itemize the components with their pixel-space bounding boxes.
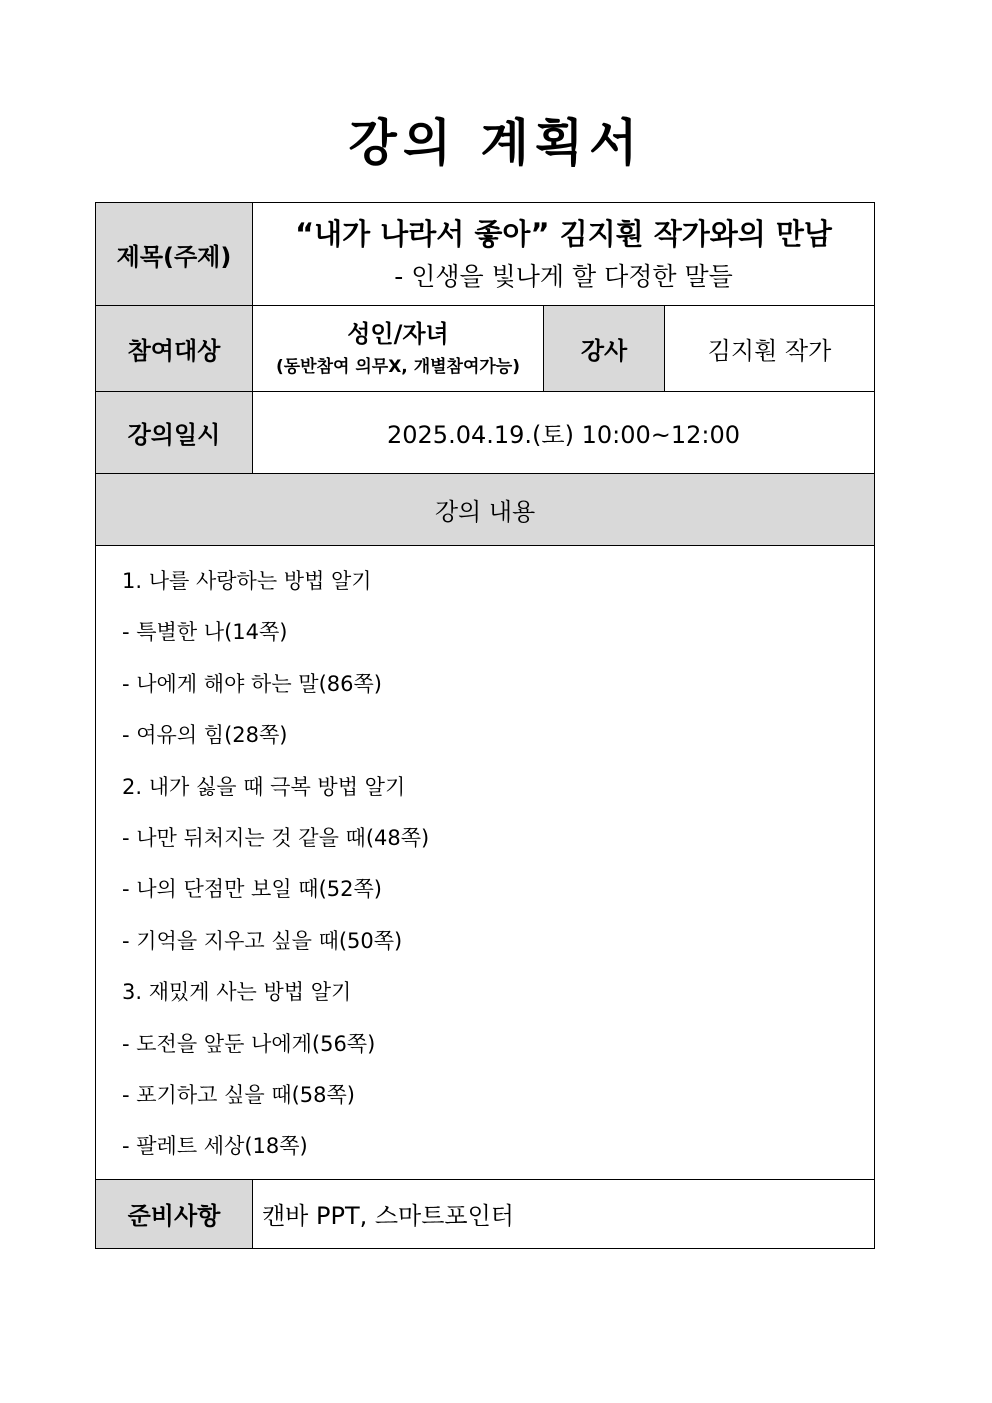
- datetime-row: [96, 392, 875, 474]
- content-line: 1. 나를 사랑하는 방법 알기: [122, 569, 372, 593]
- document-title: 강의 계획서: [348, 114, 644, 172]
- content-body: [96, 546, 875, 1180]
- datetime-value: 2025.04.19.(토) 10:00~12:00: [253, 392, 875, 474]
- topic-row: [96, 203, 875, 306]
- preparation-label: 준비사항: [96, 1179, 253, 1248]
- audience-row: [96, 306, 875, 392]
- audience-value-cell: [253, 306, 544, 392]
- topic-value-cell: [253, 203, 875, 306]
- topic-label: 제목(주제): [96, 203, 253, 306]
- content-heading-row: [96, 474, 875, 546]
- content-line: 2. 내가 싫을 때 극복 방법 알기: [122, 774, 406, 799]
- preparation-row: [96, 1179, 875, 1248]
- content-heading: 강의 내용: [96, 474, 875, 546]
- audience-label: 참여대상: [96, 306, 253, 392]
- audience-note: (동반참여 의무X, 개별참여가능): [275, 356, 520, 377]
- datetime-label: 강의일시: [96, 392, 253, 474]
- audience-value: 성인/자녀: [347, 319, 449, 348]
- content-line: - 특별한 나(14쪽): [122, 620, 288, 645]
- content-line: - 팔레트 세상(18쪽): [122, 1134, 308, 1159]
- content-line: - 나의 단점만 보일 때(52쪽): [122, 877, 382, 902]
- content-line: 3. 재밌게 사는 방법 알기: [122, 980, 352, 1005]
- content-line: - 여유의 힘(28쪽): [122, 723, 288, 748]
- instructor-label: 강사: [544, 306, 665, 392]
- instructor-value: 김지훤 작가: [665, 306, 875, 392]
- content-line: - 도전을 앞둔 나에게(56쪽): [122, 1031, 376, 1056]
- preparation-value: 캔바 PPT, 스마트포인터: [253, 1179, 875, 1248]
- topic-subtitle: - 인생을 빛나게 할 다정한 말들: [394, 262, 733, 291]
- content-line: - 기억을 지우고 싶을 때(50쪽): [122, 928, 403, 953]
- topic-title: “내가 나라서 좋아” 김지훤 작가와의 만남: [295, 217, 832, 251]
- lecture-plan-table: [95, 202, 875, 1249]
- content-line: - 나만 뒤처지는 것 같을 때(48쪽): [122, 825, 430, 850]
- content-line: - 포기하고 싶을 때(58쪽): [122, 1082, 355, 1107]
- content-line: - 나에게 해야 하는 말(86쪽): [122, 671, 382, 696]
- content-row: [96, 546, 875, 1180]
